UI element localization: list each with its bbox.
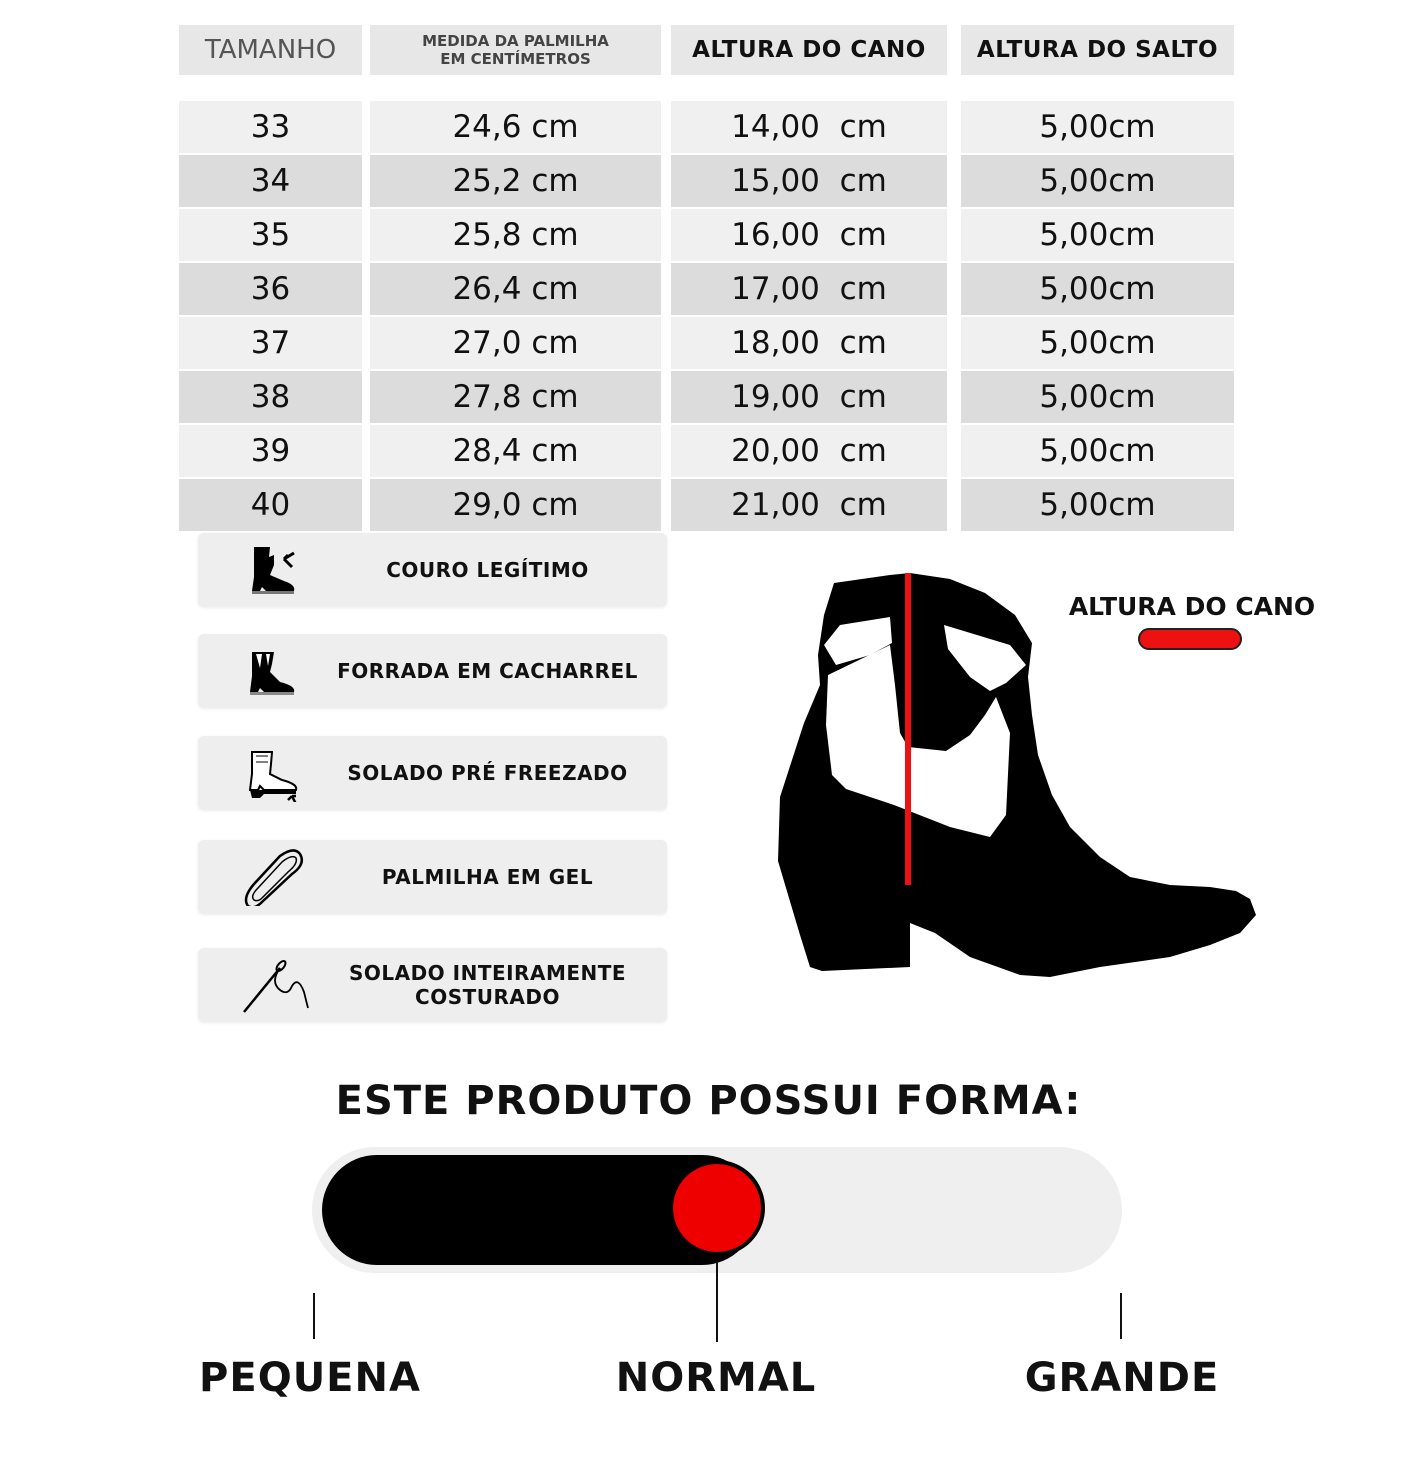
size-cell: 33 — [179, 101, 362, 153]
shaft-height-line — [905, 573, 911, 885]
feature-label: SOLADO INTEIRAMENTE COSTURADO — [348, 961, 627, 1009]
feature-sole — [198, 736, 667, 810]
sole-boot-icon — [240, 744, 314, 802]
heel-cell: 5,00cm — [961, 263, 1234, 315]
leather-boot-icon — [240, 541, 314, 599]
heel-cell: 5,00cm — [961, 425, 1234, 477]
heel-cell: 5,00cm — [961, 101, 1234, 153]
shaft-cell: 19,00 cm — [671, 371, 947, 423]
tick-pequena — [313, 1293, 315, 1339]
tick-grande — [1120, 1293, 1122, 1339]
size-cell: 39 — [179, 425, 362, 477]
shaft-cell: 18,00 cm — [671, 317, 947, 369]
heel-cell: 5,00cm — [961, 317, 1234, 369]
insole-cell: 26,4 cm — [370, 263, 661, 315]
heel-cell: 5,00cm — [961, 155, 1234, 207]
table-column-heel — [961, 25, 1234, 523]
insole-cell: 25,2 cm — [370, 155, 661, 207]
insole-cell: 25,8 cm — [370, 209, 661, 261]
insole-cell: 28,4 cm — [370, 425, 661, 477]
insole-cell: 24,6 cm — [370, 101, 661, 153]
feature-stitched — [198, 948, 667, 1022]
fit-label-normal: NORMAL — [615, 1355, 817, 1401]
feature-leather — [198, 533, 667, 607]
shaft-cell: 15,00 cm — [671, 155, 947, 207]
size-cell: 38 — [179, 371, 362, 423]
legend-label: ALTURA DO CANO — [1068, 592, 1316, 621]
table-column-shaft — [671, 25, 947, 523]
heel-cell: 5,00cm — [961, 371, 1234, 423]
header-shaft: ALTURA DO CANO — [671, 25, 947, 75]
header-insole-line2: EM CENTÍMETROS — [440, 50, 591, 68]
fit-indicator — [669, 1160, 765, 1256]
legend-swatch — [1138, 628, 1242, 650]
size-cell: 34 — [179, 155, 362, 207]
fit-title: ESTE PRODUTO POSSUI FORMA: — [335, 1078, 1082, 1124]
header-insole — [370, 25, 661, 75]
insole-cell: 27,0 cm — [370, 317, 661, 369]
feature-insole — [198, 840, 667, 914]
table-column-size — [179, 25, 362, 523]
heel-cell: 5,00cm — [961, 479, 1234, 531]
fit-label-pequena: PEQUENA — [199, 1355, 421, 1401]
header-heel: ALTURA DO SALTO — [961, 25, 1234, 75]
needle-thread-icon — [240, 956, 314, 1014]
heel-cell: 5,00cm — [961, 209, 1234, 261]
insole-cell: 29,0 cm — [370, 479, 661, 531]
shaft-cell: 21,00 cm — [671, 479, 947, 531]
shaft-cell: 16,00 cm — [671, 209, 947, 261]
table-column-insole — [370, 25, 661, 523]
header-insole-line1: MEDIDA DA PALMILHA — [422, 32, 609, 50]
lined-boot-icon — [240, 642, 314, 700]
gel-insole-icon — [240, 848, 314, 906]
shaft-cell: 20,00 cm — [671, 425, 947, 477]
size-cell: 37 — [179, 317, 362, 369]
shaft-cell: 17,00 cm — [671, 263, 947, 315]
feature-lining — [198, 634, 667, 708]
feature-label: PALMILHA EM GEL — [381, 865, 594, 889]
tick-normal — [716, 1262, 718, 1342]
header-size: TAMANHO — [179, 25, 362, 75]
fit-label-grande: GRANDE — [1024, 1355, 1220, 1401]
size-cell: 35 — [179, 209, 362, 261]
feature-label: SOLADO PRÉ FREEZADO — [347, 761, 628, 785]
insole-cell: 27,8 cm — [370, 371, 661, 423]
size-cell: 40 — [179, 479, 362, 531]
feature-label: FORRADA EM CACHARREL — [337, 659, 638, 683]
feature-label: COURO LEGÍTIMO — [386, 558, 589, 582]
size-cell: 36 — [179, 263, 362, 315]
shaft-cell: 14,00 cm — [671, 101, 947, 153]
